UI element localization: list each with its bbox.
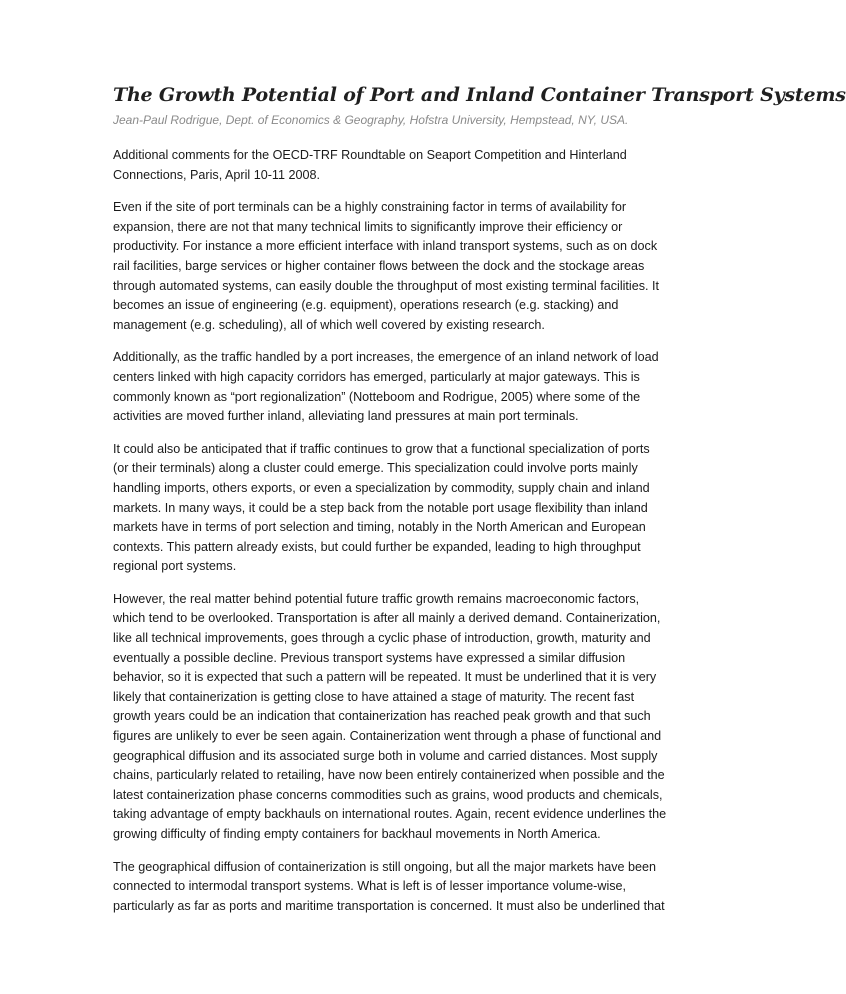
paragraph-3: It could also be anticipated that if traffic continues to grow that a functional specialization of ports (or their terminals) along a cluster could emerge. This specialization could involve ports mainly handling imports, others exports, or even a specialization by commodity, supply chain and inland markets. In many ways, it could be a step back from the notable port usage flexibility than inland markets have in terms of port selection and timing, notably in the North American and European contexts. This pattern already exists, but could further be expanded, leading to high throughput regional port systems. bbox=[113, 441, 650, 574]
document-page bbox=[113, 82, 846, 929]
author-line: Jean-Paul Rodrigue, Dept. of Economics & Geography, Hofstra University, Hempstead, NY, USA. bbox=[113, 113, 629, 127]
document-title: The Growth Potential of Port and Inland Container Transport Systems bbox=[113, 84, 846, 106]
paragraph-4: However, the real matter behind potential future traffic growth remains macroeconomic factors, which tend to be overlooked. Transportation is after all mainly a derived demand. Containerization, like all technical improvements, goes through a cyclic phase of introduction, growth, maturity and eventually a possible decline. Previous transport systems have expressed a similar diffusion behavior, so it is expected that such a pattern will be repeated. It must be underlined that it is very likely that containerization is getting close to have attained a stage of maturity. The recent fast growth years could be an indication that containerization has reached peak growth and that such figures are unlikely to ever be seen again. Containerization went through a phase of functional and geographical diffusion and its associated surge both in volume and carried distances. Most supply chains, particularly related to retailing, have now been entirely containerized when possible and the latest containerization phase concerns commodities such as grains, wood products and chemicals, taking advantage of empty backhauls on international routes. Again, recent evidence underlines the growing difficulty of finding empty containers for backhaul movements in North America. bbox=[113, 591, 667, 841]
paragraph-2: Additionally, as the traffic handled by a port increases, the emergence of an inland network of load centers linked with high capacity corridors has emerged, particularly at major gateways. This is commonly known as “port regionalization” (Notteboom and Rodrigue, 2005) where some of the activities are moved further inland, alleviating land pressures at main port terminals. bbox=[113, 350, 659, 424]
paragraph-1: Even if the site of port terminals can be a highly constraining factor in terms of availability for expansion, there are not that many technical limits to significantly improve their efficiency or productivity. For instance a more efficient interface with inland transport systems, such as on dock rail facilities, barge services or higher container flows between the dock and the stockage areas through automated systems, can easily double the throughput of most existing terminal facilities. It becomes an issue of engineering (e.g. equipment), operations research (e.g. stacking) and management (e.g. scheduling), all of which well covered by existing research. bbox=[113, 200, 660, 332]
paragraph-5: The geographical diffusion of containerization is still ongoing, but all the major markets have been connected to intermodal transport systems. What is left is of lesser importance volume-wise, particularly as far as ports and maritime transportation is concerned. It must also be underlined that bbox=[113, 859, 665, 913]
paragraph-intro: Additional comments for the OECD-TRF Roundtable on Seaport Competition and Hinterland Connections, Paris, April 10-11 2008. bbox=[113, 148, 627, 182]
